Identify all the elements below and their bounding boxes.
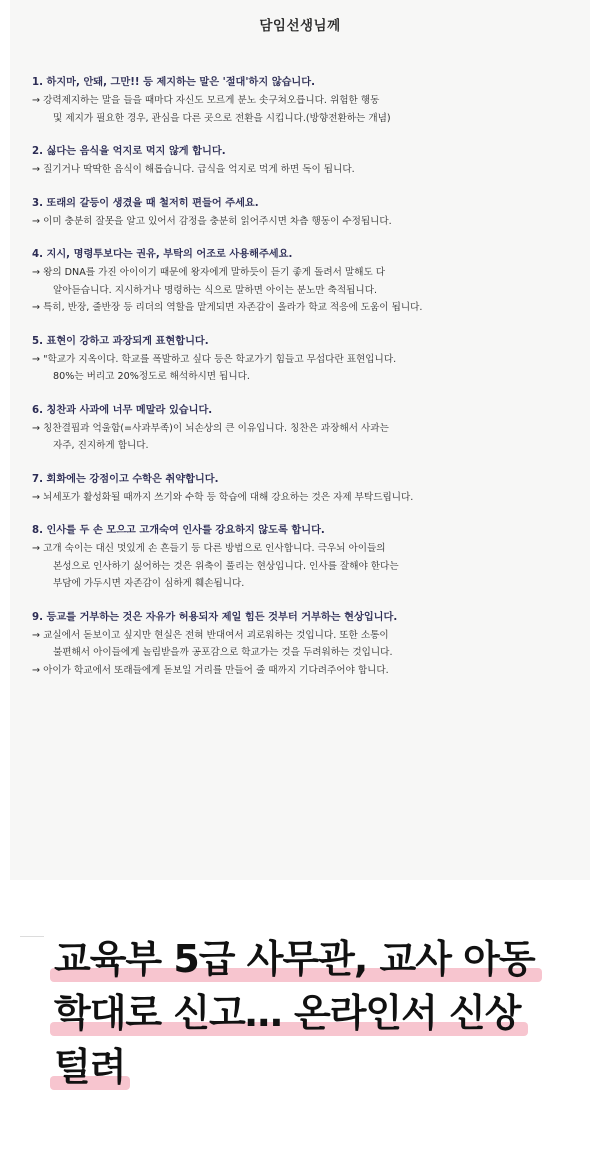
item-line: 및 제지가 필요한 경우, 관심을 다른 곳으로 전환을 시킵니다.(방향전환하는 개념) — [53, 112, 391, 124]
item-line: → 강력제지하는 말을 들을 때마다 자신도 모르게 분노 솟구쳐오릅니다. 위험한 행동 — [32, 95, 380, 106]
item-line: → 교실에서 돋보이고 싶지만 현실은 전혀 반대여서 괴로워하는 것입니다. 또한 소통이 — [32, 629, 389, 641]
letter-item — [32, 143, 572, 179]
item-line: → 특히, 반장, 줄반장 등 리더의 역할을 맡게되면 자존감이 올라가 학교 적응에 도움이 됩니다. — [32, 302, 423, 313]
item-line: → 이미 충분히 잘못을 알고 있어서 감정을 충분히 읽어주시면 차츰 행동이 수정됩니다. — [32, 215, 392, 227]
headline-text: 털려 — [54, 1045, 126, 1089]
item-heading: 5. 표현이 강하고 과장되게 표현합니다. — [32, 335, 209, 347]
item-line: 80%는 버리고 20%정도로 해석하시면 됩니다. — [53, 371, 250, 382]
divider-mark — [20, 936, 44, 937]
item-line: → 질기거나 딱딱한 음식이 해롭습니다. 급식을 억지로 먹게 하면 독이 됩니다. — [32, 164, 355, 175]
letter-item — [32, 471, 572, 507]
item-line: → 칭찬결핍과 억울함(=사과부족)이 뇌손상의 큰 이유입니다. 칭찬은 과장해서 사과는 — [32, 422, 389, 434]
headline-text: 교육부 5급 사무관, 교사 아동 — [54, 937, 535, 981]
letter-item — [32, 246, 572, 317]
item-heading: 3. 또래의 갈등이 생겼을 때 철저히 편들어 주세요. — [32, 197, 259, 209]
headline-line-2 — [54, 986, 574, 1040]
letter-items — [32, 74, 572, 695]
item-line: → 아이가 학교에서 또래들에게 돋보일 거리를 만들어 줄 때까지 기다려주어야 합니다. — [32, 664, 389, 676]
item-line: 자주, 진지하게 합니다. — [53, 440, 149, 451]
letter-item — [32, 333, 572, 386]
item-line: 불편해서 아이들에게 놀림받을까 공포감으로 학교가는 것을 두려워하는 것입니다. — [53, 647, 393, 658]
item-heading: 6. 칭찬과 사과에 너무 메말라 있습니다. — [32, 404, 213, 416]
headline-text: 학대로 신고… 온라인서 신상 — [54, 991, 521, 1035]
item-heading: 4. 지시, 명령투보다는 권유, 부탁의 어조로 사용해주세요. — [32, 249, 293, 260]
news-headline — [54, 932, 574, 1094]
headline-line-1 — [54, 932, 574, 986]
letter-item — [32, 74, 572, 127]
item-heading: 1. 하지마, 안돼, 그만!! 등 제지하는 말은 '절대'하지 않습니다. — [32, 77, 315, 88]
letter-item — [32, 609, 572, 680]
letter-item — [32, 522, 572, 593]
item-line: → 고개 숙이는 대신 멋있게 손 흔들기 등 다른 방법으로 인사합니다. 극우뇌 아이들의 — [32, 543, 386, 554]
item-line: → 왕의 DNA를 가진 아이이기 때문에 왕자에게 말하듯이 듣기 좋게 돌려서 말해도 다 — [32, 267, 386, 278]
letter-item — [32, 195, 572, 231]
item-line: 알아듣습니다. 지시하거나 명령하는 식으로 말하면 아이는 분노만 축적됩니다. — [53, 284, 378, 296]
item-line: 본성으로 인사하기 싫어하는 것은 위축이 풀리는 현상입니다. 인사를 잘해야 한다는 — [53, 560, 399, 572]
item-line: → 뇌세포가 활성화될 때까지 쓰기와 수학 등 학습에 대해 강요하는 것은 자제 부탁드립니다. — [32, 491, 414, 503]
letter-document — [10, 0, 590, 880]
item-line: 부담에 가두시면 자존감이 심하게 훼손됩니다. — [53, 578, 245, 589]
item-heading: 9. 등교를 거부하는 것은 자유가 허용되자 제일 힘든 것부터 거부하는 현상입니다. — [32, 611, 398, 623]
letter-item — [32, 402, 572, 455]
headline-line-3 — [54, 1040, 574, 1094]
item-heading: 2. 싫다는 음식을 억지로 먹지 않게 합니다. — [32, 146, 226, 157]
item-heading: 8. 인사를 두 손 모으고 고개숙여 인사를 강요하지 않도록 합니다. — [32, 525, 325, 536]
item-line: → "학교가 지옥이다. 학교를 폭발하고 싶다 등은 학교가기 힘들고 무섭다란 표현입니다. — [32, 353, 397, 365]
item-heading: 7. 회화에는 강점이고 수학은 취약합니다. — [32, 473, 219, 485]
letter-title: 담임선생님께 — [259, 18, 341, 34]
